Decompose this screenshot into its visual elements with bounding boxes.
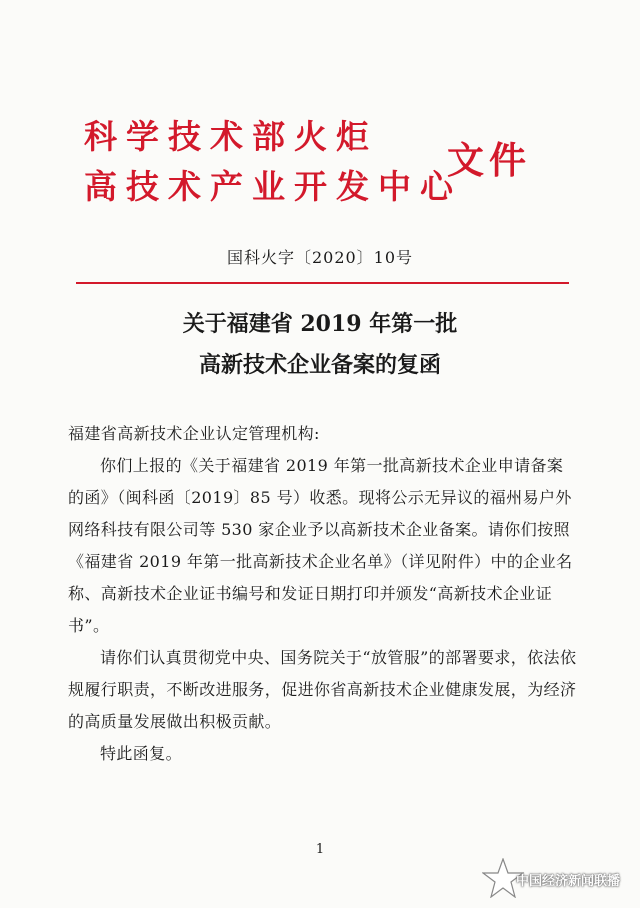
issuer-name-line1: 科学技术部火炬 (84, 117, 378, 156)
body-paragraph-3: 特此函复。 (100, 744, 183, 763)
document-body (68, 418, 578, 770)
document-title-line1: 关于福建省 2019 年第一批 (182, 311, 458, 337)
document-type-label: 文件 (447, 138, 531, 182)
red-divider-line (76, 282, 569, 284)
body-paragraph-1: 你们上报的《关于福建省 2019 年第一批高新技术企业申请备案的函》（闽科函〔2019〕85 号）收悉。现将公示无异议的福州易户外网络科技有限公司等 530 家企业予以高新技术企业备案。请你们按照《福建省 2019 年第一批高新技术企业名单》（详见附件）中的企业名称、高新技术企业证书编号和发证日期打印并颁发“高新技术企业证书”。 (68, 456, 573, 635)
issuer-name-line2: 高技术产业开发中心 (84, 167, 462, 206)
body-paragraph-2: 请你们认真贯彻党中央、国务院关于“放管服”的部署要求，依法依规履行职责，不断改进服务，促进你省高新技术企业健康发展，为经济的高质量发展做出积极贡献。 (68, 648, 577, 731)
addressee: 福建省高新技术企业认定管理机构: (68, 424, 320, 443)
document-number: 国科火字〔2020〕10号 (226, 248, 414, 267)
watermark-text: 中国经济新闻联播 (516, 874, 621, 889)
document-title-line2: 高新技术企业备案的复函 (198, 352, 441, 378)
watermark (482, 858, 632, 898)
page-number: 1 (315, 842, 325, 857)
